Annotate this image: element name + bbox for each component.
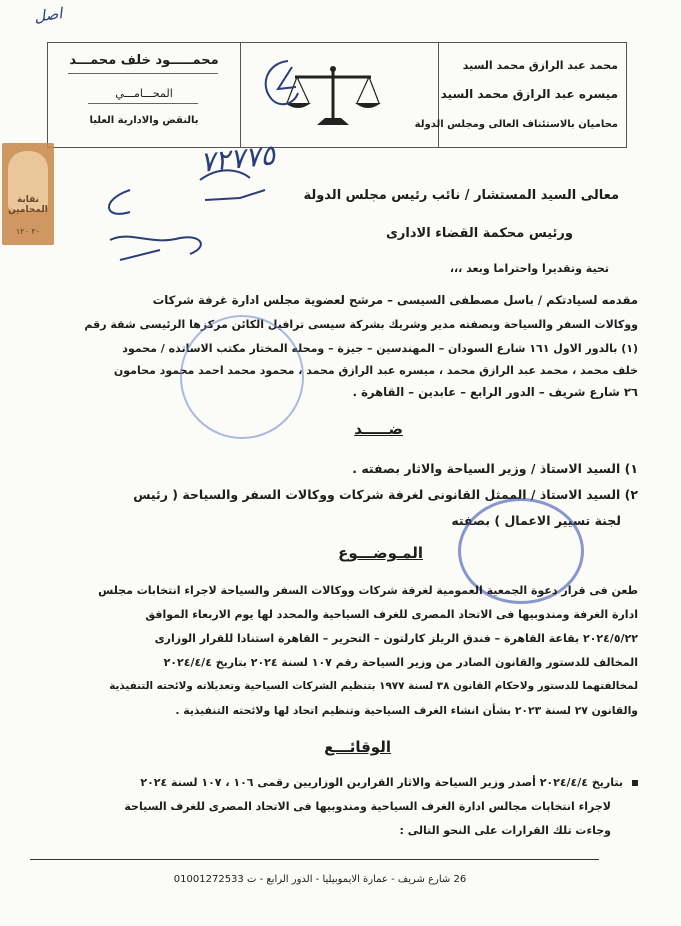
against-item-2: ٢) السيد الاستاذ / الممثل القانونى لغرفة شركات ووكالات السفر والسياحة ( رئيس: [133, 487, 638, 502]
lawyer-title-3: المحـــامـــي: [115, 87, 173, 100]
subject-title: المـوضـــوع: [338, 544, 423, 562]
letterhead-divider-right: [438, 43, 439, 147]
subject-line-2: ادارة الغرفة ومندوبيها فى الاتحاد المصرى للغرف السياحية والمحدد لها يوم الاربعاء الموافق: [145, 608, 638, 621]
lawyer-name-2: ميسره عبد الرازق محمد السيد: [440, 87, 618, 101]
subject-line-4: المخالف للدستور والقانون الصادر من وزير السياحة رقم ١٠٧ لسنة ٢٠٢٤ بتاريخ ٢٠٢٤/٤/٤: [163, 656, 638, 669]
greeting: تحية وتقديرا واحتراما وبعد ،،،: [449, 262, 609, 275]
addressee-line-1: معالى السيد المستشار / نائب رئيس مجلس الدولة: [303, 188, 619, 203]
lawyer-title: محاميان بالاستئناف العالى ومجلس الدولة: [414, 119, 618, 130]
subject-line-3: ٢٠٢٤/٥/٢٢ بقاعة القاهرة – فندق الريلز كارلتون – التحرير – القاهرة استنادا للقرار الوزارى: [154, 632, 638, 645]
addressee-line-2: ورئيس محكمة القضاء الادارى: [386, 226, 573, 241]
against-item-1: ١) السيد الاستاذ / وزير السياحة والاثار بصفته .: [352, 461, 638, 476]
stamp-label: نقابة المحامين: [8, 195, 48, 215]
against-title: ضـــــد: [354, 420, 403, 438]
subject-line-1: طعن فى قرار دعوة الجمعية العمومية لغرفة شركات ووكالات السفر والسياحة لاجراء انتخابات مجلس: [98, 584, 638, 597]
letterhead-box: [47, 42, 627, 148]
handwritten-scribble-icon: [248, 53, 308, 123]
facts-line-1: بتاريخ ٢٠٢٤/٤/٤ أصدر وزير السياحة والاثار القرارين الوزاريين رقمى ١٠٦ ، ١٠٧ لسنة ٢٠٢٤: [140, 776, 623, 789]
bullet-icon: [632, 780, 638, 786]
official-seal-icon: [180, 315, 304, 439]
handwritten-case-number: ٧٢٧٧٥: [198, 138, 277, 179]
lawyer-court-3: بالنقض والادارية العليا: [89, 115, 199, 126]
lawyer-name-3: محمـــــود خلف محمـــد: [69, 53, 219, 68]
title-underline: [88, 103, 198, 104]
lawyer-name-1: محمد عبد الرازق محمد السيد: [462, 59, 618, 72]
stamp-value: ٢٠ ١٢٠: [15, 227, 41, 236]
facts-line-3: وجاءت تلك القرارات على النحو التالى :: [399, 824, 611, 837]
subject-line-5: لمخالفتهما للدستور ولاحكام القانون ٣٨ لسنة ١٩٧٧ بتنظيم الشركات السياحية وتعديلاته ولائحته التنفيذية: [109, 680, 638, 692]
intro-line-4: خلف محمد ، محمد عبد الرازق محمد ، ميسره عبد الرازق محمد ، محمود محمد احمد محمود محامون: [113, 364, 638, 377]
letterhead-divider-left: [240, 43, 241, 147]
intro-line-5: ٢٦ شارع شريف – الدور الرابع – عابدين – القاهرة .: [352, 385, 638, 399]
footer-divider: [30, 859, 599, 860]
handwritten-annotations-icon: [90, 150, 330, 290]
name-underline: [68, 73, 218, 74]
intro-line-2: ووكالات السفر والسياحة وبصفته مدير وشريك بشركة سيسى ترافيل الكائن مركزها الرئيسى شقة رقم: [84, 318, 638, 331]
intro-line-1: مقدمه لسيادتكم / باسل مصطفى السيسى – مرشح لعضوية مجلس ادارة غرفة شركات: [152, 293, 638, 307]
against-item-2-cont: لجنة تسيير الاعمال ) بصفته: [451, 513, 621, 528]
footer-address: 26 شارع شريف - عمارة الايموبيليا - الدور الرابع - ت 01001272533: [173, 874, 467, 885]
lawyers-syndicate-stamp: [2, 143, 54, 245]
facts-title: الوقائـــع: [324, 738, 391, 756]
facts-line-2: لاجراء انتخابات مجالس ادارة الغرف السياحية ومندوبيها فى الاتحاد المصرى للغرف السياحة: [124, 800, 611, 813]
corner-mark: اصل: [32, 4, 64, 26]
subject-line-6: والقانون ٢٧ لسنة ٢٠٢٣ بشأن انشاء الغرف السياحية وتنظيم اتحاد لها ولائحته التنفيذية .: [175, 704, 638, 717]
intro-line-3: (١) بالدور الاول ١٦١ شارع السودان – المهندسين – جيزة – ومحله المختار مكتب الاساتذه / محمود: [122, 342, 638, 355]
